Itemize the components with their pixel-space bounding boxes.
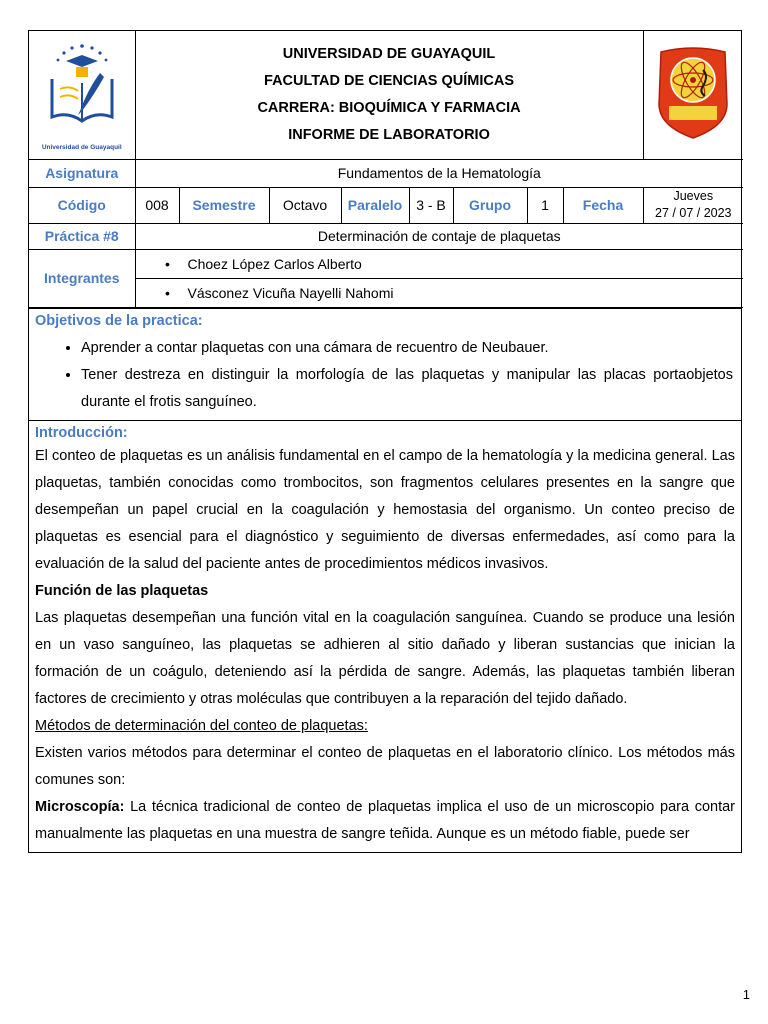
integrante-2 bbox=[135, 278, 743, 307]
header-titles bbox=[135, 31, 643, 159]
introduccion-title: Introducción: bbox=[35, 424, 128, 441]
header-table bbox=[29, 31, 743, 308]
metodos-title: Métodos de determinación del conteo de plaquetas: bbox=[35, 717, 368, 734]
intro-paragraph-3: Existen varios métodos para determinar el conteo de plaquetas en el laboratorio clínico. Los métodos más comunes son: bbox=[35, 744, 735, 788]
fecha-label: Fecha bbox=[563, 187, 643, 223]
objetivos-title: Objetivos de la practica: bbox=[35, 312, 203, 329]
university-logo-caption: Universidad de Guayaquil bbox=[41, 143, 122, 151]
intro-paragraph-2: Las plaquetas desempeñan una función vital en la coagulación sanguínea. Cuando se produce una lesión en un vaso sanguíneo, las plaquetas se adhieren al sitio dañado y liberan sustancias que inician la formación de un coágulo, deteniendo así la pérdida de sangre. Además, las plaquetas también liberan factores de crecimiento y otras moléculas que contribuyen a la reparación del tejido dañado. bbox=[35, 609, 735, 707]
faculty-seal-icon bbox=[653, 46, 733, 140]
objetivo-item: • Aprender a contar plaquetas con una cámara de recuentro de Neubauer. bbox=[81, 335, 735, 362]
paralelo-label: Paralelo bbox=[341, 187, 409, 223]
objetivo-item: • Tener destreza en distinguir la morfología de las plaquetas y manipular las placas portaobjetos durante el frotis sanguíneo. bbox=[81, 362, 735, 416]
microscopia-paragraph bbox=[35, 794, 735, 848]
codigo-value: 008 bbox=[135, 187, 179, 223]
university-logo bbox=[29, 31, 135, 159]
codigo-label: Código bbox=[29, 187, 135, 223]
grupo-value: 1 bbox=[527, 187, 563, 223]
microscopia-text: La técnica tradicional de conteo de plaquetas implica el uso de un microscopio para contar manualmente las plaquetas en una muestra de sangre teñida. Aunque es un método fiable, puede ser bbox=[35, 798, 735, 842]
university-logo-icon bbox=[34, 39, 130, 149]
faculty-logo bbox=[643, 31, 743, 159]
intro-paragraph-1: El conteo de plaquetas es un análisis fundamental en el campo de la hematología y la medicina general. Las plaquetas, también conocidas como trombocitos, son fragmentos celulares presentes en la sangre que desempeñan un papel crucial en la coagulación y hemostasia del organismo. Un conteo preciso de plaquetas es esencial para el diagnóstico y seguimiento de diversas enfermedades, así como para la evaluación de la salud del paciente antes de procedimientos médicos invasivos. bbox=[35, 447, 735, 572]
integrante-1 bbox=[135, 249, 743, 278]
asignatura-label: Asignatura bbox=[29, 159, 135, 187]
grupo-label: Grupo bbox=[453, 187, 527, 223]
introduccion-section bbox=[29, 420, 741, 852]
bullet-icon: • bbox=[165, 255, 170, 272]
funcion-title: Función de las plaquetas bbox=[35, 582, 209, 599]
fecha-day: Jueves bbox=[673, 189, 714, 203]
bullet-icon: • bbox=[165, 284, 170, 301]
semestre-value: Octavo bbox=[269, 187, 341, 223]
fecha-value bbox=[643, 187, 743, 223]
career-title: CARRERA: BIOQUÍMICA Y FARMACIA bbox=[257, 99, 521, 116]
integrantes-label: Integrantes bbox=[29, 249, 135, 307]
university-title: UNIVERSIDAD DE GUAYAQUIL bbox=[282, 45, 496, 62]
practica-value: Determinación de contaje de plaquetas bbox=[135, 223, 743, 249]
page-number: 1 bbox=[742, 987, 750, 1002]
objetivos-list bbox=[35, 335, 735, 416]
asignatura-value: Fundamentos de la Hematología bbox=[135, 159, 743, 187]
semestre-label: Semestre bbox=[179, 187, 269, 223]
paralelo-value: 3 - B bbox=[409, 187, 453, 223]
objetivos-section bbox=[29, 308, 741, 420]
integrante-2-name: Vásconez Vicuña Nayelli Nahomi bbox=[187, 284, 394, 301]
lab-report-sheet bbox=[28, 30, 742, 853]
microscopia-label: Microscopía: bbox=[35, 798, 125, 815]
report-title: INFORME DE LABORATORIO bbox=[288, 126, 490, 143]
practica-label: Práctica #8 bbox=[29, 223, 135, 249]
faculty-title: FACULTAD DE CIENCIAS QUÍMICAS bbox=[264, 72, 515, 89]
fecha-date: 27 / 07 / 2023 bbox=[655, 206, 732, 220]
integrante-1-name: Choez López Carlos Alberto bbox=[187, 255, 362, 272]
